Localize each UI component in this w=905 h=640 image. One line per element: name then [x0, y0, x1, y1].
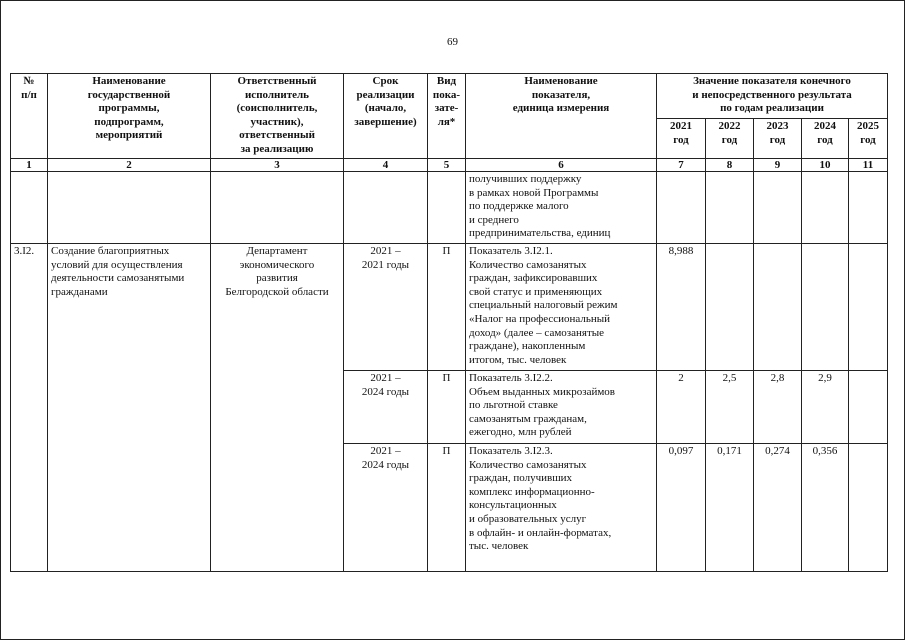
value-2024: 2,9 — [802, 371, 849, 444]
value-2022: 0,171 — [706, 444, 754, 572]
measure-number: 3.I2. — [11, 244, 48, 572]
value-2022 — [706, 244, 754, 371]
column-number: 7 — [657, 159, 706, 172]
value-2024: 0,356 — [802, 444, 849, 572]
indicator-name: Показатель 3.I2.1. Количество самозанятых граждан, зафиксировавших свой статус и применяющих специальный налоговый режим «Налог на профессиональный доход» (далее – самозанятые граждане), накопленным итогом, тыс. человек — [466, 244, 657, 371]
value-2025 — [849, 444, 888, 572]
page-number: 69 — [447, 36, 458, 48]
value-2022: 2,5 — [706, 371, 754, 444]
indicator-name: Показатель 3.I2.2. Объем выданных микрозаймов по льготной ставке самозанятым гражданам, ежегодно, млн рублей — [466, 371, 657, 444]
header-year-2021: 2021 год — [657, 119, 706, 159]
column-number: 1 — [11, 159, 48, 172]
value-2025 — [849, 244, 888, 371]
indicator-name: Показатель 3.I2.3. Количество самозанятых граждан, получивших комплекс информационно- консультационных и образовательных услуг в офлайн- и онлайн-форматах, тыс. человек — [466, 444, 657, 572]
column-number: 11 — [849, 159, 888, 172]
header-indicator-type: Вид пока- зате- ля* — [428, 74, 466, 159]
header-year-2025: 2025 год — [849, 119, 888, 159]
value-2023: 0,274 — [754, 444, 802, 572]
value-2025 — [849, 371, 888, 444]
column-number: 6 — [466, 159, 657, 172]
column-number: 8 — [706, 159, 754, 172]
measure-responsible: Департамент экономического развития Белгородской области — [211, 244, 344, 572]
header-year-2023: 2023 год — [754, 119, 802, 159]
indicator-name-continued: получивших поддержку в рамках новой Программы по поддержке малого и среднего предпринимательства, единиц — [466, 172, 657, 244]
indicator-type: П — [428, 244, 466, 371]
header-year-2024: 2024 год — [802, 119, 849, 159]
indicator-table — [10, 73, 888, 572]
column-number: 4 — [344, 159, 428, 172]
value-2021: 0,097 — [657, 444, 706, 572]
header-responsible: Ответственный исполнитель (соисполнитель, участник), ответственный за реализацию — [211, 74, 344, 159]
table-row-continued — [11, 172, 888, 244]
header-values-group: Значение показателя конечного и непосредственного результата по годам реализации — [657, 74, 888, 119]
column-number: 2 — [48, 159, 211, 172]
indicator-type: П — [428, 371, 466, 444]
header-year-2022: 2022 год — [706, 119, 754, 159]
value-2021: 2 — [657, 371, 706, 444]
value-2021: 8,988 — [657, 244, 706, 371]
column-numbers-row — [11, 159, 888, 172]
indicator-period: 2021 – 2024 годы — [344, 371, 428, 444]
indicator-period: 2021 – 2024 годы — [344, 444, 428, 572]
column-number: 9 — [754, 159, 802, 172]
header-period: Срок реализации (начало, завершение) — [344, 74, 428, 159]
table-row-indicator-1 — [11, 244, 888, 371]
header-program-name: Наименование государственной программы, подпрограмм, мероприятий — [48, 74, 211, 159]
value-2024 — [802, 244, 849, 371]
indicator-period: 2021 – 2021 годы — [344, 244, 428, 371]
value-2023 — [754, 244, 802, 371]
column-number: 3 — [211, 159, 344, 172]
header-row-1 — [11, 74, 888, 119]
measure-name: Создание благоприятных условий для осуществления деятельности самозанятыми гражданами — [48, 244, 211, 572]
header-number: № п/п — [11, 74, 48, 159]
column-number: 10 — [802, 159, 849, 172]
column-number: 5 — [428, 159, 466, 172]
header-indicator-name: Наименование показателя, единица измерения — [466, 74, 657, 159]
indicator-type: П — [428, 444, 466, 572]
value-2023: 2,8 — [754, 371, 802, 444]
